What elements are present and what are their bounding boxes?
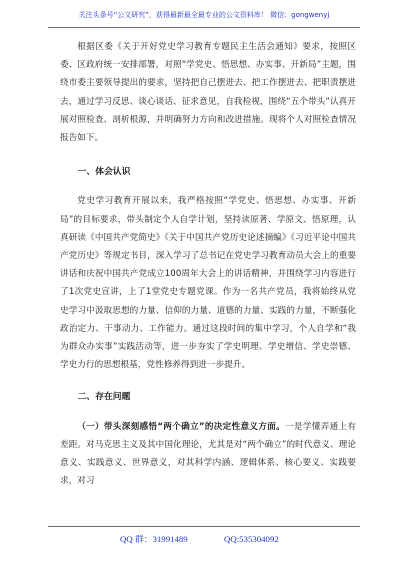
footer-divider [48, 526, 360, 527]
item-1-title: （一）带头深刻感悟“两个确立”的决定性意义方面。 [77, 421, 286, 432]
header-divider [48, 27, 360, 28]
section-heading-1: 一、体会认识 [77, 167, 131, 178]
document-body [60, 38, 356, 490]
intro-paragraph: 根据区委《关于开好党史学习教育专题民主生活会通知》要求，按照区委、区政府统一安排部署，对照“学党史、悟思想、办实事、开新局”主题，围绕市委主要领导提出的要求，坚持把自己摆进去、把工作摆进去、把职责摆进去，通过学习反思、谈心谈话、征求意见，自我检视，围绕“五个带头”认真开展对照检查、剖析根源，并明确努力方向和改进措施。现将个人对照检查情况报告如下。 [60, 42, 356, 144]
footer [48, 532, 360, 546]
section-1-paragraph: 党史学习教育开展以来，我严格按照“学党史、悟思想、办实事、开新局”的目标要求，带头制定个人自学计划，坚持读原著、学原文、悟原理，认真研读《中国共产党简史》《关于中国共产党历史论述摘编》《习近平论中国共产党历史》等规定书目，深入学习了总书记在党史学习教育动员大会上的重要讲话和庆祝中国共产党成立100周年大会上的讲话精神，并围绕学习内容进行了1次党史宣讲，上了1堂党史专题党课。作为一名共产党员，我将始终从党史学习中汲取思想的力量、信仰的力量、道德的力量、实践的力量，不断强化政治定力、干事动力、工作能力。通过这段时间的集中学习，个人自学和“我为群众办实事”实践活动等，进一步夯实了学史明理、学史增信、学史崇德、学史力行的思想根基，党性修养得到进一步提升。 [60, 196, 356, 371]
section-heading-2: 二、存在问题 [77, 392, 131, 403]
footer-qq: QQ:535304092 [224, 534, 279, 544]
header-banner: 关注头条号“公文研究”，获得最新最全最专业的公文资料库！ 微信：gongwenyj [78, 11, 330, 19]
item-1-text: 一是学懂弄通上有差距。对马克思主义及其中国化理论，尤其是对“两个确立”的时代意义、理论意义、实践意义、世界意义，对其科学内涵、逻辑体系、核心要义、实践要求，对习 [60, 421, 356, 487]
footer-qq-group: QQ 群：31991489 [120, 534, 188, 544]
section-2-paragraph [60, 418, 356, 491]
